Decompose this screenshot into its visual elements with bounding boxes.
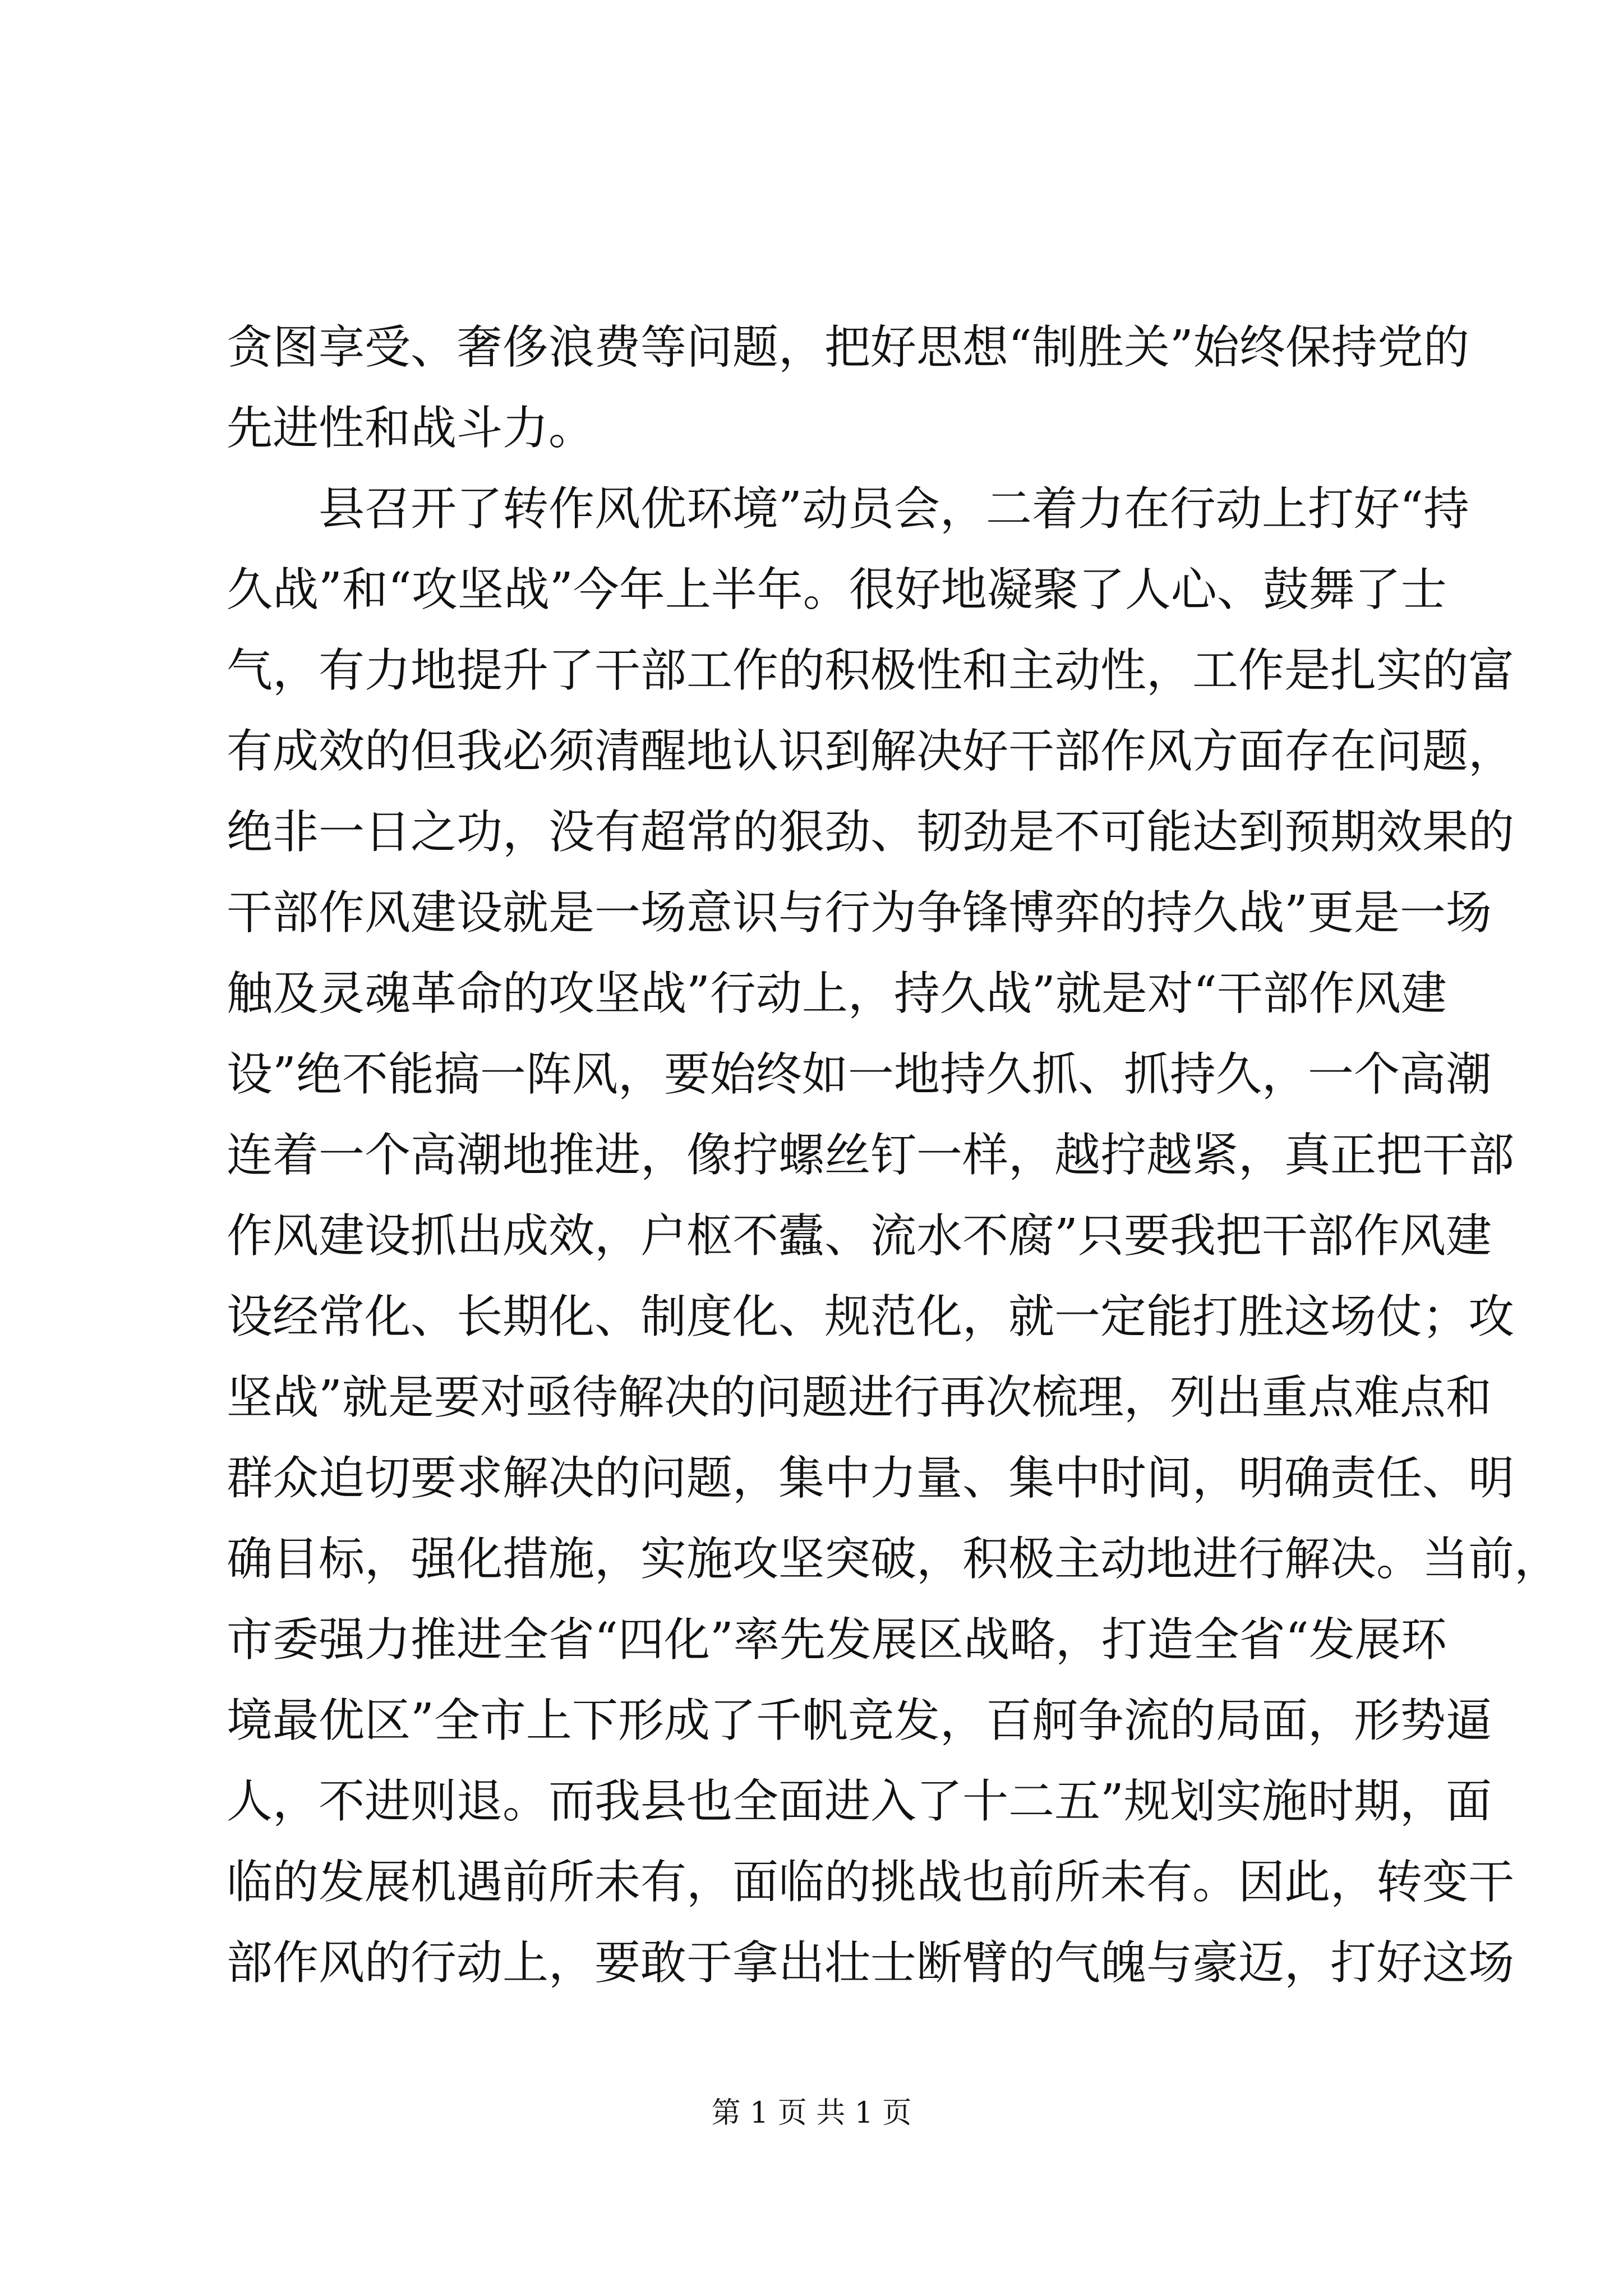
text-line: 贪图享受、奢侈浪费等问题，把好思想“制胜关”始终保持党的 xyxy=(227,321,1469,374)
text-line: 县召开了转作风优环境”动员会，二着力在行动上打好“持 xyxy=(319,482,1469,536)
document-body xyxy=(227,307,1561,2004)
text-line: 连着一个高潮地推进，像拧螺丝钉一样，越拧越紧，真正把干部 xyxy=(227,1129,1515,1182)
text-line: 先进性和战斗力。 xyxy=(227,402,595,455)
text-line: 设经常化、长期化、制度化、规范化，就一定能打胜这场仗；攻 xyxy=(227,1290,1515,1343)
text-line: 部作风的行动上，要敢于拿出壮士断臂的气魄与豪迈，打好这场 xyxy=(227,1936,1515,1990)
text-line: 干部作风建设就是一场意识与行为争锋博弈的持久战”更是一场 xyxy=(227,886,1492,940)
text-line: 境最优区”全市上下形成了千帆竞发，百舸争流的局面，形势逼 xyxy=(227,1694,1492,1747)
text-line: 触及灵魂革命的攻坚战”行动上，持久战”就是对“干部作风建 xyxy=(227,967,1447,1020)
text-line: 群众迫切要求解决的问题，集中力量、集中时间，明确责任、明 xyxy=(227,1452,1515,1505)
text-line: 作风建设抓出成效，户枢不蠹、流水不腐”只要我把干部作风建 xyxy=(227,1209,1492,1263)
text-line: 绝非一日之功，没有超常的狠劲、韧劲是不可能达到预期效果的 xyxy=(227,806,1515,859)
text-line: 久战”和“攻坚战”今年上半年。很好地凝聚了人心、鼓舞了士 xyxy=(227,563,1447,616)
text-line: 市委强力推进全省“四化”率先发展区战略，打造全省“发展环 xyxy=(227,1613,1447,1667)
text-line: 临的发展机遇前所未有，面临的挑战也前所未有。因此，转变干 xyxy=(227,1856,1515,1909)
page-footer xyxy=(0,2093,1623,2133)
page-number: 第 1 页 共 1 页 xyxy=(711,2096,912,2130)
text-line: 设”绝不能搞一阵风，要始终如一地持久抓、抓持久，一个高潮 xyxy=(227,1048,1492,1101)
text-line: 有成效的但我必须清醒地认识到解决好干部作风方面存在问题， xyxy=(227,725,1515,778)
text-line: 确目标，强化措施，实施攻坚突破，积极主动地进行解决。当前， xyxy=(227,1533,1561,1586)
text-line: 坚战”就是要对亟待解决的问题进行再次梳理，列出重点难点和 xyxy=(227,1371,1492,1424)
text-line: 人，不进则退。而我县也全面进入了十二五”规划实施时期，面 xyxy=(227,1775,1492,1828)
text-line: 气，有力地提升了干部工作的积极性和主动性，工作是扎实的富 xyxy=(227,644,1515,697)
